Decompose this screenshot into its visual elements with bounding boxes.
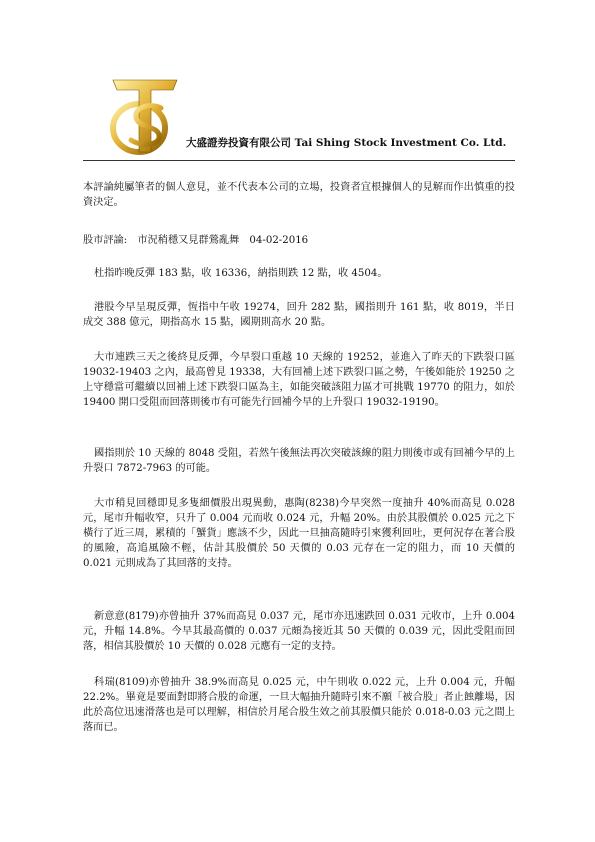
paragraph-hk-market: 港股今早呈現反彈，恆指中午收 19274，回升 282 點，國指則升 161 點，收 8019，半日成交 388 億元，期指高水 15 點，國期則高水 20 點。: [83, 302, 515, 328]
paragraph-8109: 科瑞(8109)亦曾抽升 38.9%而高見 0.025 元，中午則收 0.022 元，上升 0.004 元，升幅 22.2%。畢竟是要面對即將合股的命運，一旦大幅抽升隨時引來不願「被合股」者止蝕離場，因此於高位迅速滑落也是可以理解，相信於月尾合股生效之前其股價只能於 0.018-0.03 元之間上落而已。: [83, 677, 515, 733]
paragraph-8179: 新意意(8179)亦曾抽升 37%而高見 0.037 元，尾市亦迅速跌回 0.031 元收市，上升 0.004 元，升幅 14.8%。今早其最高價的 0.037 元頗為接近其 50 天價的 0.039 元，因此受阻而回落，相信其股價於 10 天價的 0.028 元應有一定的支持。: [83, 611, 515, 652]
paragraph-hsi-analysis: 大市連跌三天之後終見反彈，今早裂口重越 10 天線的 19252，並進入了昨天的下跌裂口區 19032-19403 之內，最高曾見 19338，大有回補上述下跌裂口區之勢，午後如能於 19250 之上守穩當可繼續以回補上述下跌裂口區為主，如能突破該阻力區才可挑戰 19770 的阻力，如於 19400 開口受阻而回落則後市有可能先行回補今早的上升裂口 19032-19190。: [83, 352, 515, 408]
paragraph-small-caps: 大市稍見回穩即見多隻細價股出現異動，惠陶(8238)今早突然一度抽升 40%而高見 0.028 元，尾市升幅收窄，只升了 0.004 元而收 0.024 元，升幅 20%。由於其股價於 0.025 元之下橫行了近三周，累積的「蟹貨」應該不少，因此一旦抽高隨時引來獲利回吐，更何況存在著合股的風險，高追風險不輕，估計其股價於 50 天價的 0.03 元存在一定的阻力，而 10 天價的 0.021 元則成為了其回落的支持。: [83, 498, 515, 569]
paragraph-hscei: 國指則於 10 天線的 8048 受阻，若然午後無法再次突破該線的阻力則後市或有回補今早的上升裂口 7872-7963 的可能。: [83, 448, 515, 474]
company-logo: [109, 74, 181, 156]
company-name: 大盛證券投資有限公司 Tai Shing Stock Investment Co. Ltd.: [186, 137, 507, 149]
header-divider: [83, 160, 515, 161]
paragraph-dow: 杜指昨晚反彈 183 點，收 16336，納指則跌 12 點，收 4504。: [94, 268, 388, 279]
disclaimer: 本評論純屬筆者的個人意見，並不代表本公司的立場，投資者宜根據個人的見解而作出慎重的投資決定。: [83, 182, 515, 208]
commentary-heading: 股市評論: 市況稍穩又見群鶯亂舞 04-02-2016: [83, 235, 309, 246]
ts-logo-icon: [109, 74, 181, 156]
